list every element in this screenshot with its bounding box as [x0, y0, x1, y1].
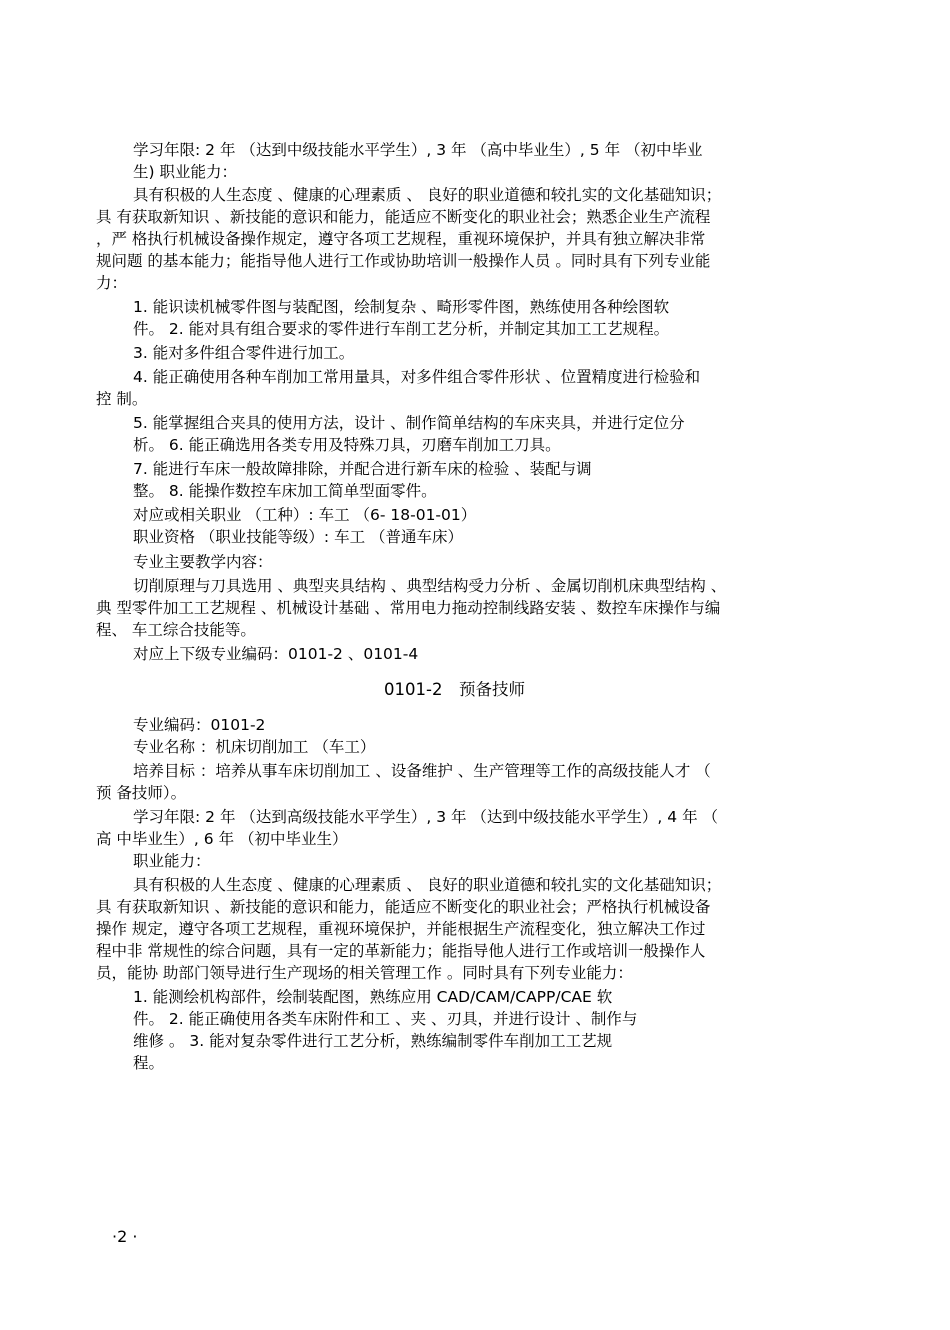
- section-heading-0101-2: 0101-2 预备技师: [384, 680, 525, 699]
- ability-item-1-2-line: 件。 2. 能对具有组合要求的零件进行车削工艺分析，并制定其加工工艺规程。: [133, 320, 670, 338]
- teaching-content-line-1: 切削原理与刀具选用 、典型夹具结构 、典型结构受力分析 、金属切削机床典型结构 、: [133, 577, 727, 595]
- ability-item-1-line-1: 1. 能识读机械零件图与装配图，绘制复杂 、畸形零件图，熟练使用各种绘图软: [133, 298, 670, 316]
- page-number: ·2 ·: [112, 1227, 138, 1246]
- program-code: 专业编码：0101-2: [133, 716, 266, 734]
- ability-paragraph-line-1: 具有积极的人生态度 、健康的心理素质 、 良好的职业道德和较扎实的文化基础知识；: [133, 876, 722, 894]
- ability-item-3-line-2: 程。: [133, 1054, 165, 1072]
- ability-paragraph-line-5: 员，能协 助部门领导进行生产现场的相关管理工作 。同时具有下列专业能力：: [96, 964, 633, 982]
- teaching-content-line-2: 典 型零件加工工艺规程 、机械设计基础 、常用电力拖动控制线路安装 、数控车床操作与编: [96, 599, 721, 617]
- ability-paragraph-line-2: 具 有获取新知识 、新技能的意识和能力，能适应不断变化的职业社会；熟悉企业生产流程: [96, 208, 711, 226]
- ability-item-5-line-1: 5. 能掌握组合夹具的使用方法，设计 、制作简单结构的车床夹具，并进行定位分: [133, 414, 685, 432]
- training-goal-line-1: 培养目标 ：培养从事车床切削加工 、设备维护 、生产管理等工作的高级技能人才 （: [133, 762, 711, 780]
- study-duration-line-2: 高 中毕业生）, 6 年 （初中毕业生）: [96, 830, 348, 848]
- ability-label: 职业能力：: [133, 852, 211, 870]
- ability-paragraph-line-3: ，严 格执行机械设备操作规定，遵守各项工艺规程，重视环境保护，并具有独立解决非常: [96, 230, 706, 248]
- program-name: 专业名称 ：机床切削加工 （车工）: [133, 738, 376, 756]
- ability-paragraph-line-1: 具有积极的人生态度 、健康的心理素质 、 良好的职业道德和较扎实的文化基础知识；: [133, 186, 722, 204]
- ability-paragraph-line-4: 规问题 的基本能力；能指导他人进行工作或协助培训一般操作人员 。同时具有下列专业能: [96, 252, 711, 270]
- ability-paragraph-line-3: 操作 规定，遵守各项工艺规程，重视环境保护，并能根据生产流程变化，独立解决工作过: [96, 920, 706, 938]
- related-occupation: 对应或相关职业 （工种）: 车工 （6- 18-01-01）: [133, 506, 477, 524]
- teaching-content-line-3: 程、 车工综合技能等。: [96, 621, 256, 639]
- ability-item-7-8-line: 整。 8. 能操作数控车床加工简单型面零件。: [133, 482, 437, 500]
- ability-paragraph-line-4: 程中非 常规性的综合问题，具有一定的革新能力；能指导他人进行工作或培训一般操作人: [96, 942, 706, 960]
- ability-item-3: 3. 能对多件组合零件进行加工。: [133, 344, 355, 362]
- ability-paragraph-line-2: 具 有获取新知识 、新技能的意识和能力，能适应不断变化的职业社会；严格执行机械设备: [96, 898, 711, 916]
- related-program-codes: 对应上下级专业编码：0101-2 、0101-4: [133, 645, 419, 663]
- ability-item-4-line-2: 控 制。: [96, 390, 148, 408]
- ability-item-4-line-1: 4. 能正确使用各种车削加工常用量具，对多件组合零件形状 、位置精度进行检验和: [133, 368, 701, 386]
- ability-item-5-6-line: 析。 6. 能正确选用各类专用及特殊刀具，刃磨车削加工刀具。: [133, 436, 561, 454]
- ability-item-2-3-line: 维修 。 3. 能对复杂零件进行工艺分析，熟练编制零件车削加工工艺规: [133, 1032, 613, 1050]
- vocational-qualification: 职业资格 （职业技能等级）: 车工 （普通车床）: [133, 528, 464, 546]
- ability-item-7-line: 7. 能进行车床一般故障排除，并配合进行新车床的检验 、装配与调: [133, 460, 592, 478]
- training-goal-line-2: 预 备技师）。: [96, 784, 187, 802]
- study-duration-line-2: 生) 职业能力：: [133, 163, 237, 181]
- study-duration-line-1: 学习年限: 2 年 （达到高级技能水平学生）, 3 年 （达到中级技能水平学生）, 4 年 （: [133, 808, 719, 826]
- ability-item-1-2-line: 件。 2. 能正确使用各类车床附件和工 、夹 、刃具，并进行设计 、制作与: [133, 1010, 638, 1028]
- ability-item-1-line: 1. 能测绘机构部件，绘制装配图，熟练应用 CAD/CAM/CAPP/CAE 软: [133, 988, 613, 1006]
- teaching-content-label: 专业主要教学内容：: [133, 553, 273, 571]
- ability-paragraph-line-5: 力：: [96, 274, 128, 292]
- study-duration-line-1: 学习年限: 2 年 （达到中级技能水平学生）, 3 年 （高中毕业生）, 5 年 （初中毕业: [133, 141, 703, 159]
